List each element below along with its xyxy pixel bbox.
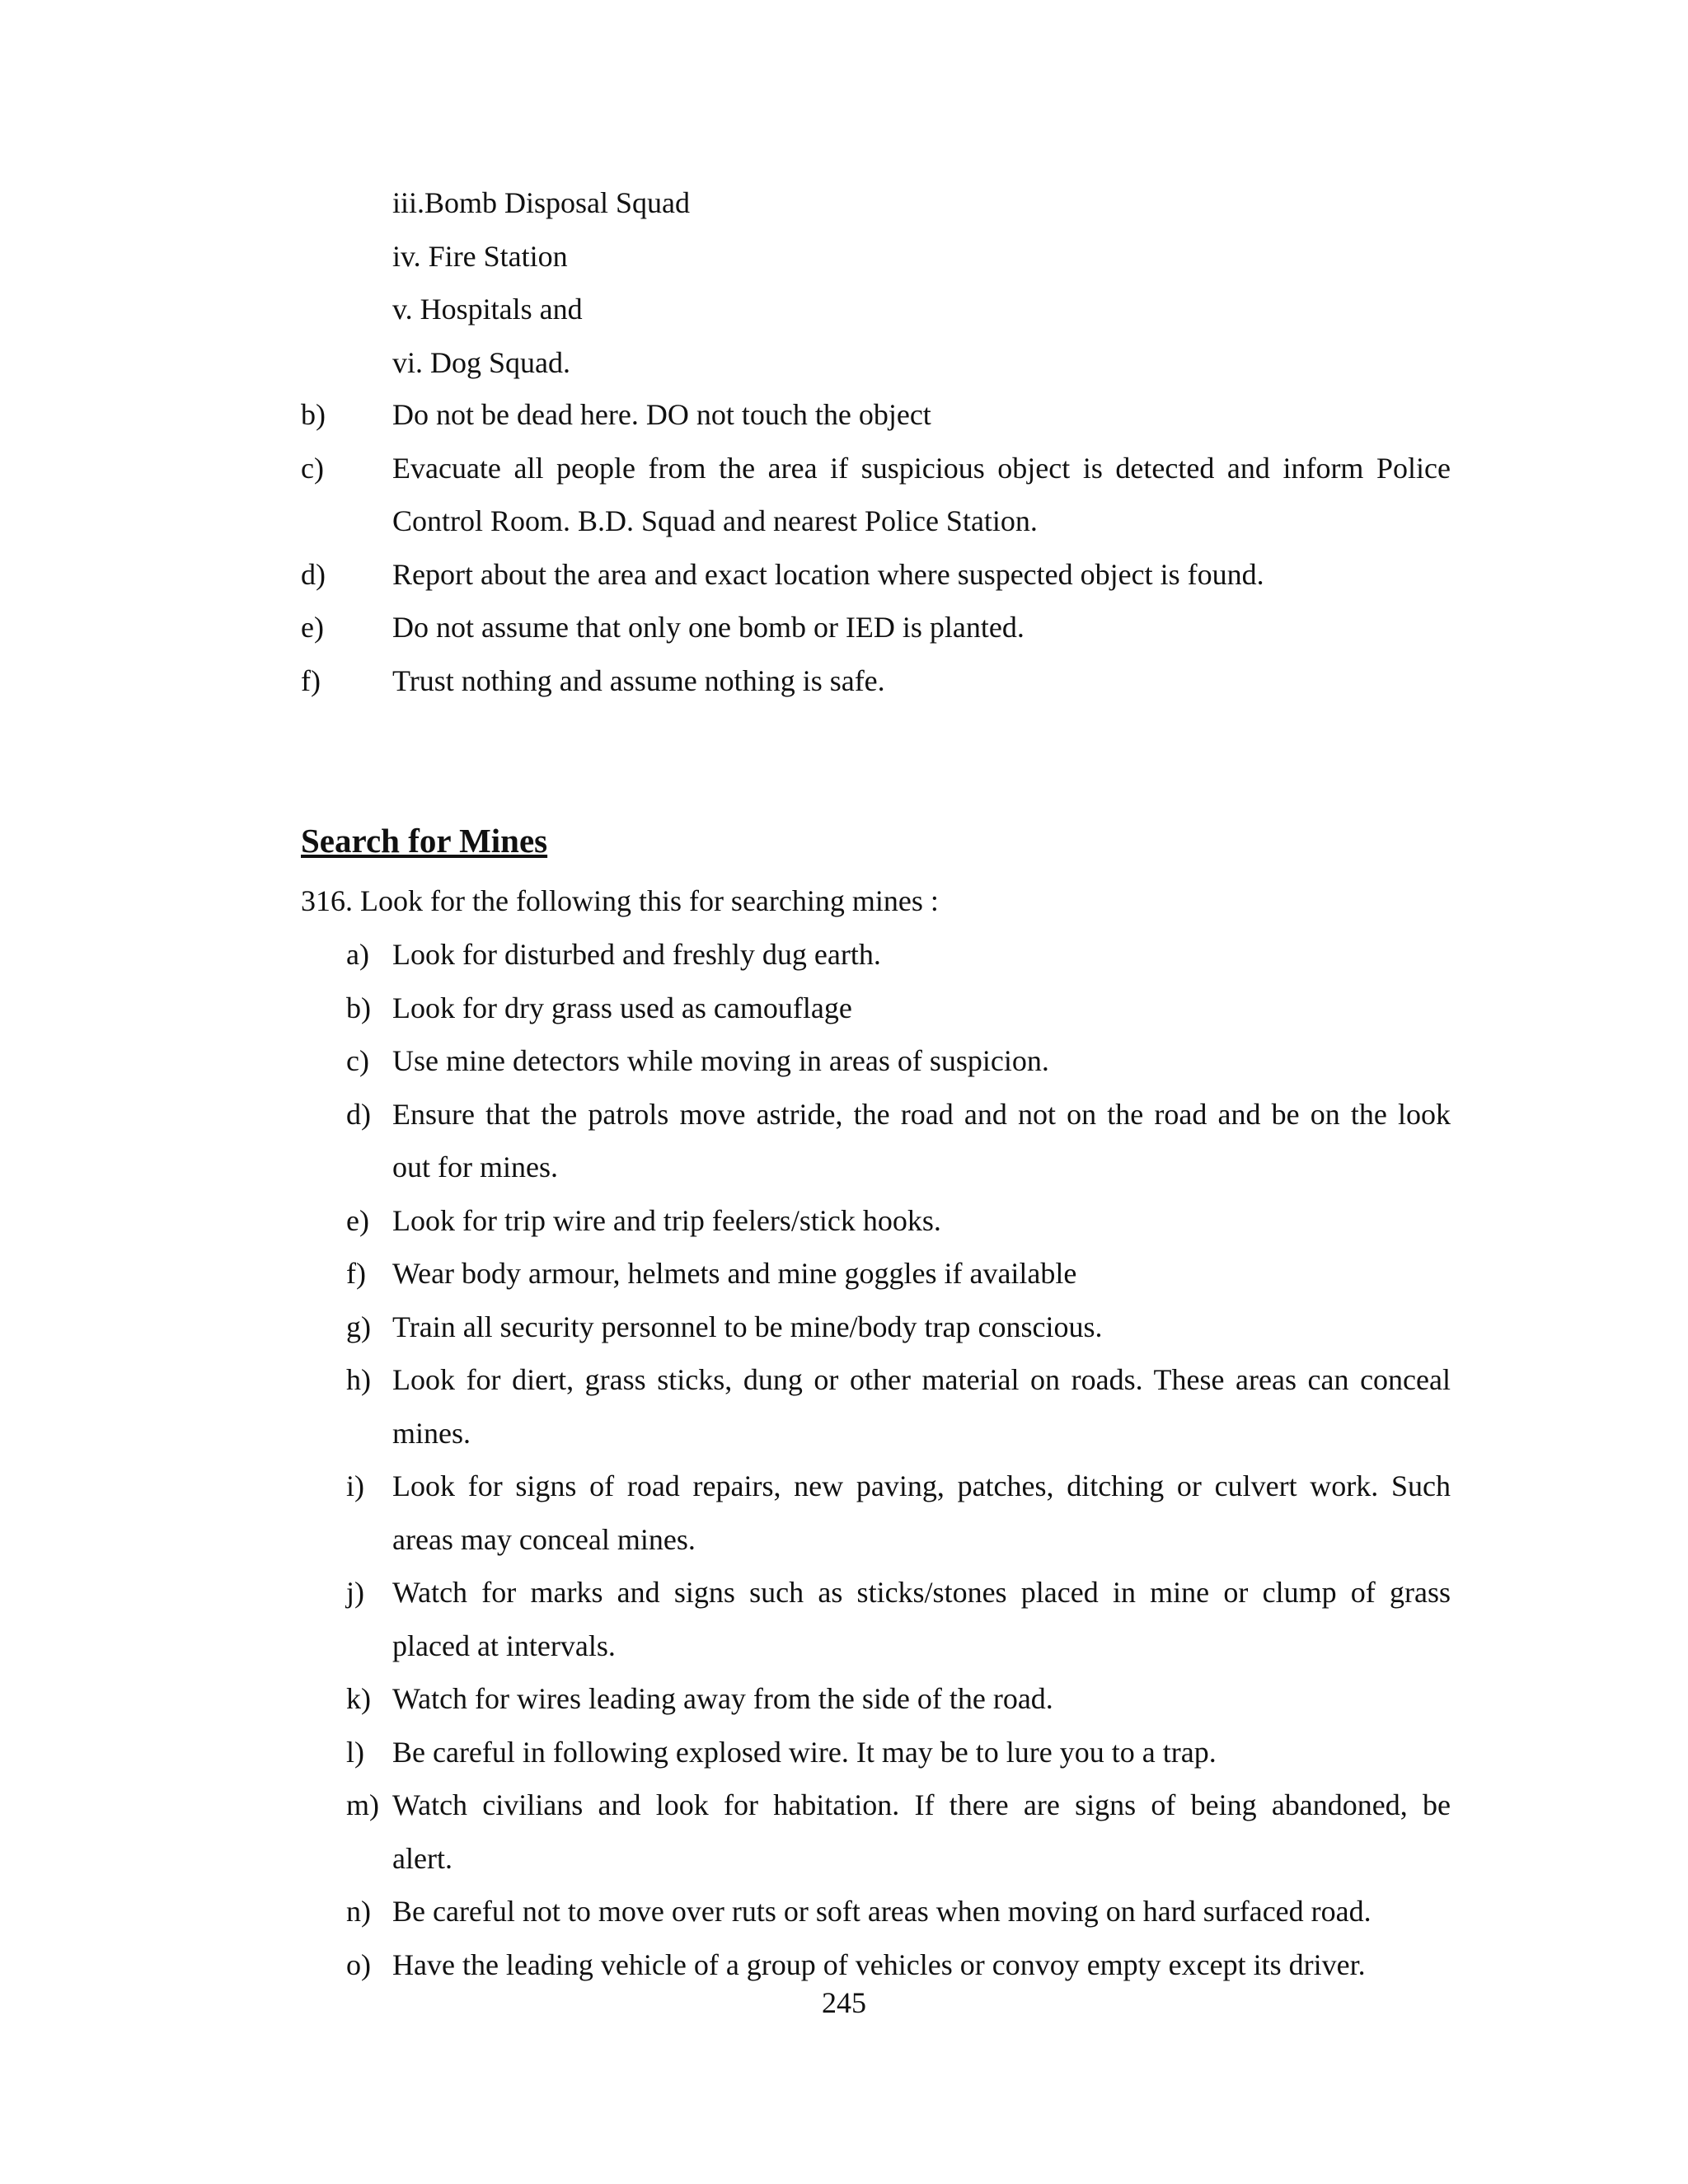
list-item-text: Evacuate all people from the area if suspicious object is detected and inform Police [392, 451, 1451, 485]
list-item-marker: a) [346, 938, 369, 971]
list-item-text: Use mine detectors while moving in areas of suspicion. [392, 1044, 1049, 1077]
list-item-marker: h) [346, 1363, 371, 1396]
list-item-text: Look for trip wire and trip feelers/stick hooks. [392, 1203, 941, 1237]
page-number: 245 [822, 1986, 866, 2019]
list-item-text: Do not be dead here. DO not touch the object [392, 398, 931, 431]
list-item-marker: i) [346, 1469, 364, 1502]
list-item-text: Have the leading vehicle of a group of vehicles or convoy empty except its driver. [392, 1947, 1366, 1981]
section-intro: 316. Look for the following this for searching mines : [301, 884, 939, 917]
list-item-text: Wear body armour, helmets and mine goggles if available [392, 1257, 1077, 1290]
list-item-text: Watch for wires leading away from the side of the road. [392, 1682, 1053, 1715]
list-item-text: Trust nothing and assume nothing is safe. [392, 663, 885, 697]
list-item-marker: e) [346, 1203, 369, 1237]
list-item-text: Look for dry grass used as camouflage [392, 991, 852, 1024]
list-item-marker: b) [301, 398, 326, 431]
list-item-text: Ensure that the patrols move astride, the road and not on the road and be on the look [392, 1097, 1451, 1131]
list-item-text: Be careful not to move over ruts or soft areas when moving on hard surfaced road. [392, 1895, 1372, 1928]
list-item-text: mines. [392, 1416, 471, 1450]
list-item-text: Watch civilians and look for habitation. If there are signs of being abandoned, be [392, 1788, 1451, 1821]
list-item-marker: m) [346, 1788, 379, 1821]
list-item-marker: b) [346, 991, 371, 1024]
list-item-marker: o) [346, 1947, 371, 1981]
sub-item: vi. Dog Squad. [392, 345, 570, 379]
list-item-marker: l) [346, 1735, 364, 1769]
list-item-text: Look for disturbed and freshly dug earth. [392, 938, 881, 971]
list-item-marker: c) [301, 451, 324, 485]
list-item-text: placed at intervals. [392, 1629, 616, 1662]
sub-item: v. Hospitals and [392, 293, 583, 326]
list-item-marker: d) [301, 557, 326, 591]
list-item-text: areas may conceal mines. [392, 1522, 696, 1556]
list-item-text: Report about the area and exact location where suspected object is found. [392, 557, 1264, 591]
list-item-marker: g) [346, 1310, 371, 1343]
list-item-marker: j) [346, 1576, 364, 1609]
list-item-marker: e) [301, 611, 324, 644]
list-item-text: Control Room. B.D. Squad and nearest Police Station. [392, 504, 1038, 537]
list-item-marker: f) [346, 1257, 366, 1290]
section-heading: Search for Mines [301, 822, 548, 860]
list-item-text: Be careful in following explosed wire. It may be to lure you to a trap. [392, 1735, 1217, 1769]
list-item-marker: n) [346, 1895, 371, 1928]
sub-item: iii.Bomb Disposal Squad [392, 186, 691, 219]
list-item-marker: f) [301, 663, 321, 697]
list-item-marker: k) [346, 1682, 371, 1715]
list-item-text: Look for signs of road repairs, new paving, patches, ditching or culvert work. Such [392, 1469, 1451, 1502]
list-item-text: alert. [392, 1841, 452, 1875]
list-item-text: Do not assume that only one bomb or IED is planted. [392, 611, 1025, 644]
list-item-marker: d) [346, 1097, 371, 1131]
list-item-text: Train all security personnel to be mine/body trap conscious. [392, 1310, 1103, 1343]
list-item-text: out for mines. [392, 1151, 558, 1183]
list-item-marker: c) [346, 1044, 369, 1077]
list-item-text: Look for diert, grass sticks, dung or other material on roads. These areas can conceal [392, 1363, 1451, 1396]
list-item-text: Watch for marks and signs such as sticks/stones placed in mine or clump of grass [392, 1576, 1451, 1609]
sub-item: iv. Fire Station [392, 239, 568, 273]
